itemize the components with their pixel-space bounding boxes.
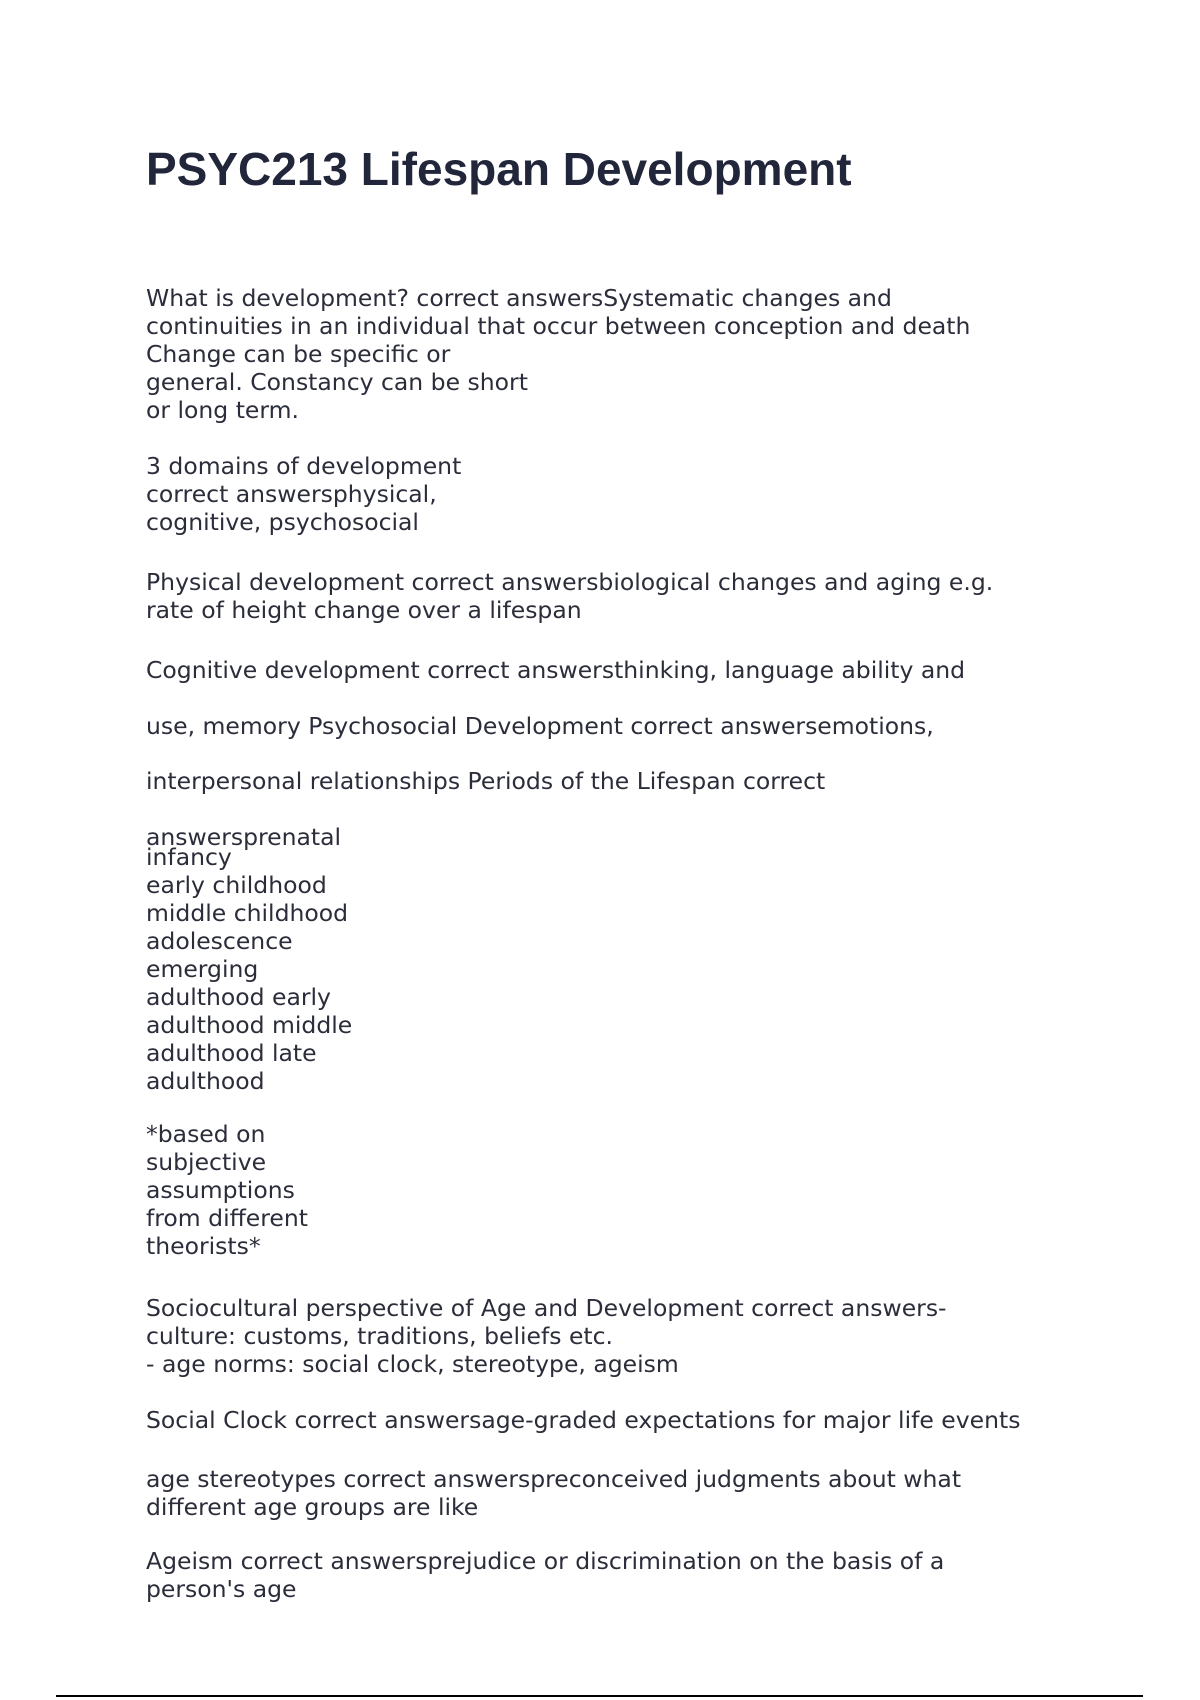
text-line: from different: [146, 1204, 308, 1232]
paragraph-psychosocial-development: [146, 712, 934, 740]
paragraph-theorists-note: [146, 1120, 308, 1260]
text-line: rate of height change over a lifespan: [146, 596, 582, 624]
paragraph-three-domains: [146, 452, 461, 536]
list-item: infancy: [146, 843, 232, 871]
text-line: general. Constancy can be short: [146, 368, 528, 396]
text-line: theorists*: [146, 1232, 261, 1260]
paragraph-periods-heading: [146, 767, 825, 795]
text-line: Physical development correct answersbiological changes and aging e.g.: [146, 568, 994, 596]
text-line: assumptions: [146, 1176, 295, 1204]
page-bottom-rule: [56, 1695, 1143, 1697]
list-item: adulthood early: [146, 983, 331, 1011]
document-title: PSYC213 Lifespan Development: [146, 143, 852, 195]
text-line: 3 domains of development: [146, 452, 462, 480]
text-line: - age norms: social clock, stereotype, ageism: [146, 1350, 679, 1378]
text-line: correct answersphysical,: [146, 480, 437, 508]
paragraph-physical-development: [146, 568, 993, 624]
text-line: cognitive, psychosocial: [146, 508, 419, 536]
text-line: different age groups are like: [146, 1493, 479, 1521]
list-item: middle childhood: [146, 899, 349, 927]
list-item: emerging: [146, 955, 259, 983]
paragraph-ageism: [146, 1547, 944, 1603]
text-line: use, memory Psychosocial Development correct answersemotions,: [146, 712, 934, 740]
list-item: adulthood middle: [146, 1011, 353, 1039]
text-line: continuities in an individual that occur between conception and death: [146, 312, 971, 340]
text-line: or long term.: [146, 396, 299, 424]
list-item: adulthood late: [146, 1039, 317, 1067]
list-lifespan-periods: [146, 843, 352, 1095]
paragraph-social-clock: [146, 1406, 1020, 1434]
text-line: *based on: [146, 1120, 266, 1148]
list-item: adolescence: [146, 927, 293, 955]
text-line: Change can be specific or: [146, 340, 451, 368]
paragraph-age-stereotypes: [146, 1465, 961, 1521]
paragraph-cognitive-development: [146, 656, 965, 684]
text-line: age stereotypes correct answerspreconceived judgments about what: [146, 1465, 962, 1493]
list-item: adulthood: [146, 1067, 265, 1095]
list-item: early childhood: [146, 871, 327, 899]
paragraph-sociocultural-perspective: [146, 1294, 947, 1378]
text-line: Ageism correct answersprejudice or discrimination on the basis of a: [146, 1547, 945, 1575]
text-line: Social Clock correct answersage-graded expectations for major life events: [146, 1406, 1021, 1434]
text-line: What is development? correct answersSystematic changes and: [146, 284, 892, 312]
text-line: Cognitive development correct answersthinking, language ability and: [146, 656, 966, 684]
text-line: answersprenatal: [146, 823, 342, 851]
text-line: culture: customs, traditions, beliefs etc.: [146, 1322, 614, 1350]
text-line: Sociocultural perspective of Age and Development correct answers-: [146, 1294, 947, 1322]
text-line: subjective: [146, 1148, 267, 1176]
paragraph-what-is-development: [146, 284, 970, 424]
text-line: person's age: [146, 1575, 297, 1603]
text-line: interpersonal relationships Periods of the Lifespan correct: [146, 767, 826, 795]
